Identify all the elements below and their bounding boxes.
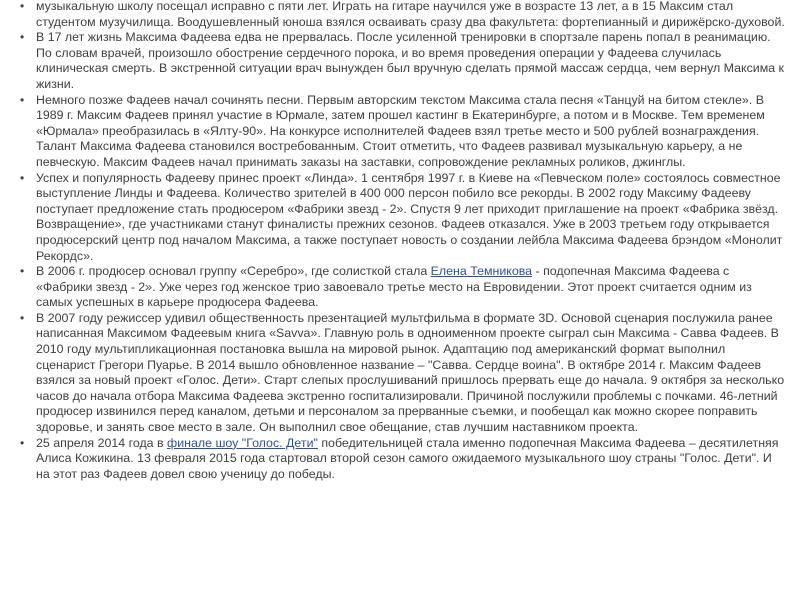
bullet-text: музыкальную школу посещал исправно с пяти лет. Играть на гитаре научился уже в возрасте 13 лет, а в 15 Максим стал студентом музучилища. Воодушевленный юноша взялся осваивать сразу два факультета: фортепианный и дирижёрско-духовой. [36,0,785,29]
bullet-text: 25 апреля 2014 года в [36,435,168,450]
bullet-point-icon: • [20,170,25,185]
bullet-item [18,436,786,483]
bullet-text: Немного позже Фадеев начал сочинять песни. Первым авторским текстом Максима стала песня «Танцуй на битом стекле». В 1989 г. Максим Фадеев принял участие в Юрмале, затем прошел кастинг в Екатеринбурге, а потом и в Москве. Тем временем «Юрмала» преобразилась в «Ялту-90». На конкурсе исполнителей Фадеев взял третье место и 500 рублей вознаграждения. Талант Максима Фадеева становился востребованным. Стоит отметить, что Фадеев развивал музыкальную карьеру, а не певческую. Максим Фадеев начал принимать заказы на заставки, сопровождение рекламных роликов, джинглы. [36,92,765,169]
inline-link[interactable]: Елена Темникова [430,264,533,279]
bullet-item [18,171,786,265]
bullet-point-icon: • [20,310,25,325]
bullet-text: В 2007 году режиссер удивил общественность презентацией мультфильма в формате 3D. Основой сценария послужила ранее написанная Максимом Фадеевым книга «Savva». Главную роль в одноименном проекте сыграл сын Максима - Савва Фадеев. В 2010 году мультипликационная постановка вышла на мировой рынок. Адаптацию под американский формат выполнил сценарист Грегори Пуарье. В 2014 вышло обновленное название – "Савва. Сердце воина". В октябре 2014 г. Максим Фадеев взялся за новый проект «Голос. Дети». Старт слепых прослушиваний пришлось прервать еще до начала. 9 октября за несколько часов до начала отбора Максима Фадеева экстренно госпитализировали. Причиной послужили проблемы с почками. 46-летний продюсер извинился перед каналом, детьми и персоналом за прерванные съемки, и пообещал как можно скорее поправить здоровье, и занять свое место в зале. Он выполнил свое обещание, став лучшим наставником проекта. [36,310,785,435]
bullet-item [18,30,786,92]
bullet-point-icon: • [20,264,25,279]
bullet-item [18,264,786,311]
bullet-item [18,311,786,436]
bullet-point-icon: • [20,0,25,13]
bullet-text: - подопечная Максима Фадеева с «Фабрики звезд - 2». Уже через год женское трио завоевало третье место на Евровидении. Этот проект считается одним из самых успешных в карьере продюсера Фадеева. [36,264,752,310]
bullet-item [18,93,786,171]
bullet-item [18,0,786,30]
bullet-point-icon: • [20,435,25,450]
bullet-text: Успех и популярность Фадееву принес проект «Линда». 1 сентября 1997 г. в Киеве на «Певческом поле» состоялось совместное выступление Линды и Фадеева. Количество зрителей в 400 000 персон побило все рекорды. В 2002 году Максиму Фадееву поступает предложение стать продюсером «Фабрики звезд - 2». Спустя 9 лет приходит приглашение на проект «Фабрика звёзд. Возвращение», где участниками станут финалисты прежних сезонов. Фадеев отказался. Уже в 2003 третьем году открывается продюсерский центр под началом Максима, а также поступает новость о создании лейбла Максима Фадеева брэндом «Монолит Рекордс». [36,170,783,263]
bullet-text: В 2006 г. продюсер основал группу «Серебро», где солисткой стала [36,264,431,279]
bullet-point-icon: • [20,30,25,45]
bullet-list [18,0,786,482]
bullet-point-icon: • [20,92,25,107]
inline-link[interactable]: финале шоу "Голос. Дети" [167,435,318,450]
bullet-text: победительницей стала именно подопечная Максима Фадеева – десятилетняя Алиса Кожикина. 13 февраля 2015 года стартовал второй сезон самого ожидаемого музыкального шоу страны "Голос. Дети". И на этот раз Фадеев довел свою ученицу до победы. [36,435,779,481]
bullet-text: В 17 лет жизнь Максима Фадеева едва не прервалась. После усиленной тренировки в спортзале парень попал в реанимацию. По словам врачей, произошло обострение сердечного порока, и во время проведения операции у Фадеева случилась клиническая смерть. В экстренной ситуации врач вынужден был вручную сделать прямой массаж сердца, чем вернул Максима к жизни. [36,30,784,91]
